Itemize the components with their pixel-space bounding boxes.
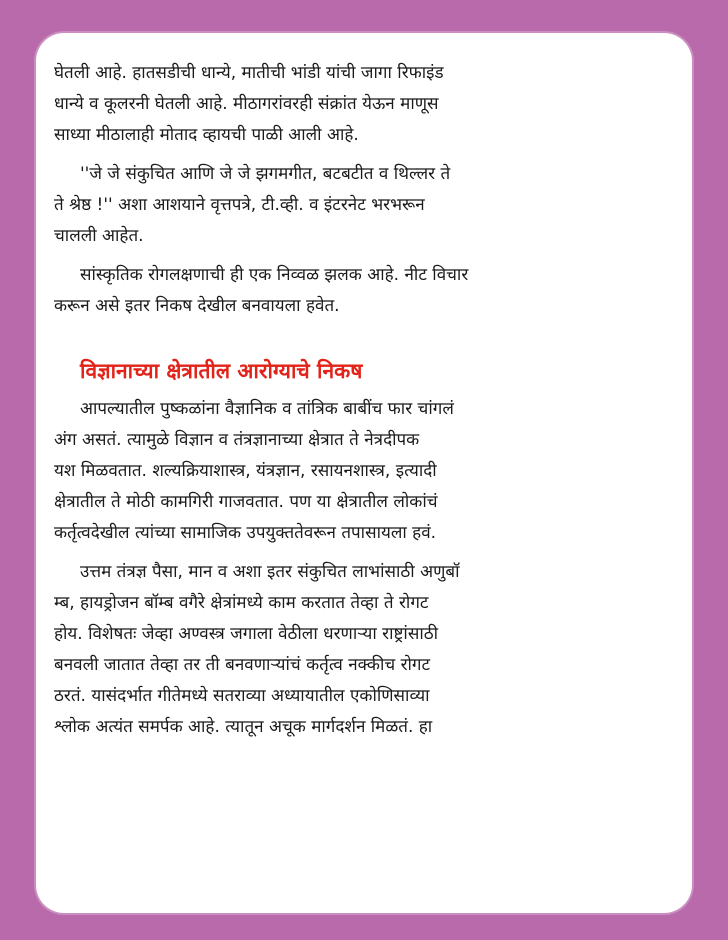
text-line: चालली आहेत.	[54, 226, 144, 246]
paragraph-1	[54, 58, 638, 151]
text-line: श्लोक अत्यंत समर्पक आहे. त्यातून अचूक मार्गदर्शन मिळतं. हा	[54, 717, 433, 737]
text-line: ''जे जे संकुचित आणि जे जे झगमगीत, बटबटीत व थिल्लर ते	[80, 164, 451, 184]
paragraph-3	[54, 260, 638, 322]
text-line: यश मिळवतात. शल्यक्रियाशास्त्र, यंत्रज्ञान, रसायनशास्त्र, इत्यादी	[54, 461, 437, 481]
text-line: उत्तम तंत्रज्ञ पैसा, मान व अशा इतर संकुचित लाभांसाठी अणुबॉ	[80, 562, 460, 582]
text-line: ते श्रेष्ठ !'' अशा आशयाने वृत्तपत्रे, टी.व्ही. व इंटरनेट भरभरून	[54, 195, 425, 215]
paragraph-2	[54, 159, 638, 252]
text-line: कर्तृत्वदेखील त्यांच्या सामाजिक उपयुक्ततेवरून तपासायला हवं.	[54, 523, 437, 543]
text-line: म्ब, हायड्रोजन बॉम्ब वगैरे क्षेत्रांमध्ये काम करतात तेव्हा ते रोगट	[54, 593, 429, 613]
text-line: घेतली आहे. हातसडीची धान्ये, मातीची भांडी यांची जागा रिफाइंड	[54, 63, 444, 83]
paragraph-5	[54, 557, 638, 743]
text-line: क्षेत्रातील ते मोठी कामगिरी गाजवतात. पण या क्षेत्रातील लोकांचं	[54, 492, 438, 512]
text-line: सांस्कृतिक रोगलक्षणाची ही एक निव्वळ झलक आहे. नीट विचार	[80, 265, 469, 285]
text-line: ठरतं. यासंदर्भात गीतेमध्ये सतराव्या अध्यायातील एकोणिसाव्या	[54, 686, 430, 706]
text-line: धान्ये व कूलरनी घेतली आहे. मीठागरांवरही संक्रांत येऊन माणूस	[54, 94, 439, 114]
text-line: बनवली जातात तेव्हा तर ती बनवणाऱ्यांचं कर्तृत्व नक्कीच रोगट	[54, 655, 431, 675]
text-line: साध्या मीठालाही मोताद व्हायची पाळी आली आहे.	[54, 125, 359, 145]
text-line: होय. विशेषतः जेव्हा अण्वस्त्र जगाला वेठीला धरणाऱ्या राष्ट्रांसाठी	[54, 624, 439, 644]
section-heading: विज्ञानाच्या क्षेत्रातील आरोग्याचे निकष	[80, 359, 363, 383]
text-line: करून असे इतर निकष देखील बनवायला हवेत.	[54, 296, 340, 316]
document-body	[54, 58, 638, 743]
text-line: अंग असतं. त्यामुळे विज्ञान व तंत्रज्ञानाच्या क्षेत्रात ते नेत्रदीपक	[54, 430, 420, 450]
text-line: आपल्यातील पुष्कळांना वैज्ञानिक व तांत्रिक बाबींच फार चांगलं	[80, 399, 454, 419]
paragraph-4	[54, 394, 638, 549]
